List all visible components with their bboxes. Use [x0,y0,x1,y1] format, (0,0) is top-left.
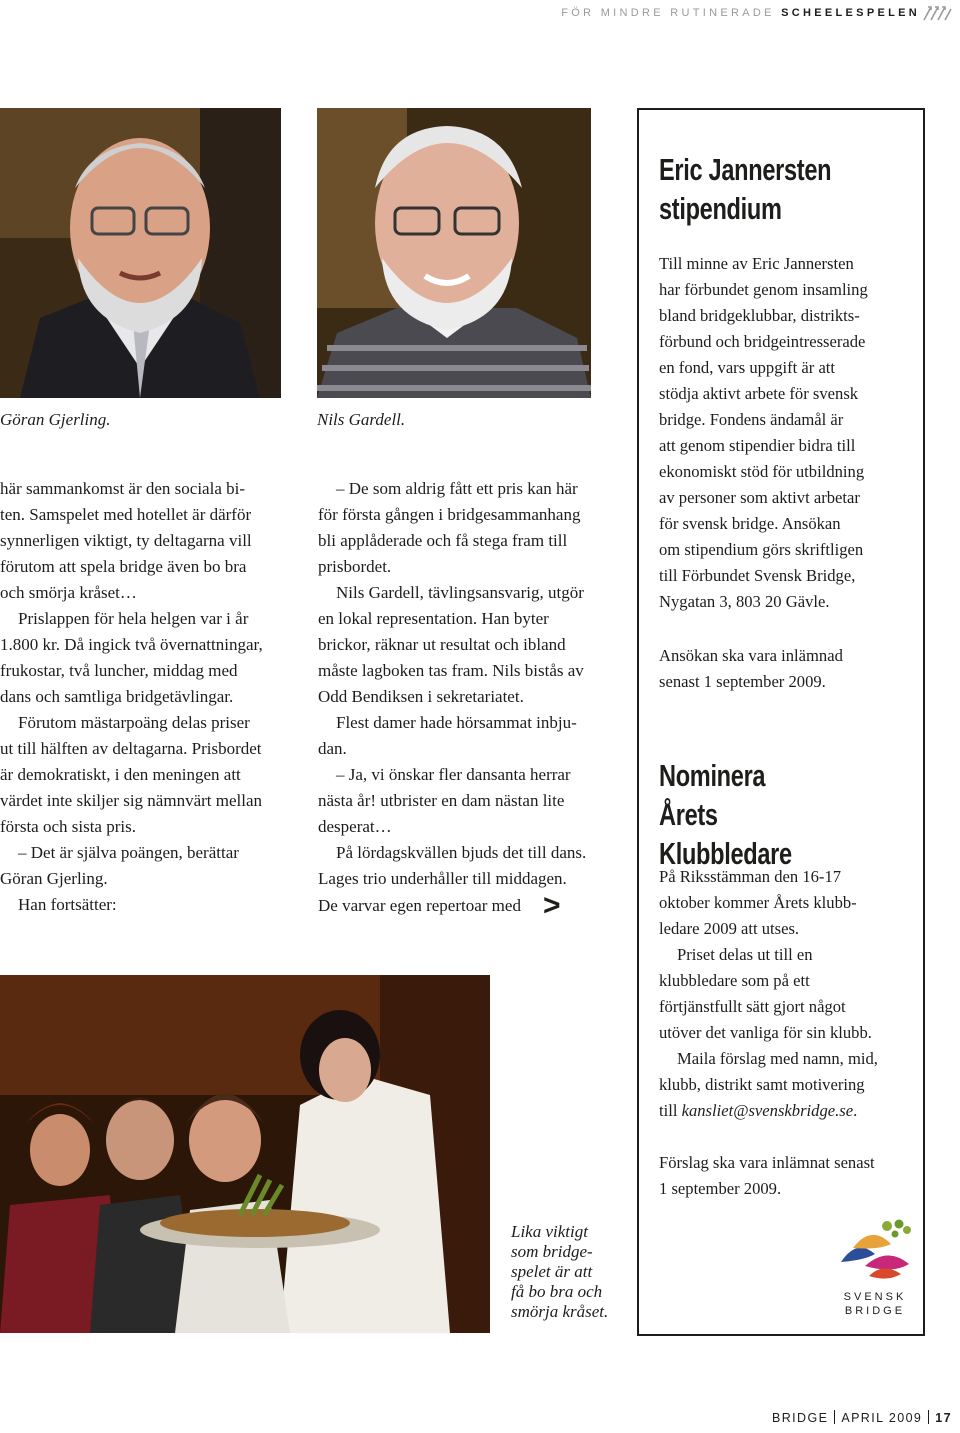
text-line: till Förbundet Svensk Bridge, [659,566,856,585]
text-line: Förslag ska vara inlämnat senast [659,1153,875,1172]
col1-line: ten. Samspelet med hotellet är därför [0,505,252,524]
col1-line: är demokratiskt, i den meningen att [0,765,241,784]
logo-text-line: SVENSK [843,1291,907,1303]
title-line: Eric Jannersten [659,152,832,187]
text-fragment: till [659,1101,682,1120]
text-line: bridge. Fondens ändamål är [659,410,844,429]
col2-line: för första gången i bridgesammanhang [318,505,581,524]
continue-arrow-icon: > [542,889,561,922]
footer-issue: APRIL 2009 [841,1411,923,1425]
col2-line: brickor, räknar ut resultat och ibland [318,635,566,654]
logo-text-line: BRIDGE [844,1305,906,1317]
sidebar-forslag-text [659,1150,921,1202]
page-number: 17 [935,1411,952,1425]
col1-line: och smörja kråset… [0,583,137,602]
text-line: klubb, distrikt samt motivering [659,1075,865,1094]
col1-line: – Det är själva poängen, berättar [18,843,239,862]
col1-line: frukostar, två luncher, middag med [0,661,238,680]
col1-line: Förutom mästarpoäng delas priser [18,713,250,732]
col2-line: Flest damer hade hörsammat inbju- [336,713,577,732]
col2-line: måste lagboken tas fram. Nils bistås av [318,661,584,680]
col1-line: här sammankomst är den sociala bi- [0,479,246,498]
col1-line: Han fortsätter: [18,895,117,914]
col2-line: prisbordet. [318,557,392,576]
text-line: för svensk bridge. Ansökan [659,514,841,533]
body-column-2 [318,476,618,922]
running-head-section: SCHEELESPELEN [781,7,920,19]
body-column-1 [0,476,300,918]
caption-dinner-line: smörja kråset. [511,1302,609,1321]
caption-dinner-line: få bo bra och [511,1282,603,1301]
col2-line: Odd Bendiksen i sekretariatet. [318,687,524,706]
text-line: oktober kommer Årets klubb- [659,893,857,912]
col2-line: På lördagskvällen bjuds det till dans. [336,843,587,862]
text-line: Ansökan ska vara inlämnad [659,646,843,665]
col1-line: förutom att spela bridge även bo bra [0,557,247,576]
running-head-kicker: FÖR MINDRE RUTINERADE [561,7,775,19]
text-line: ledare 2009 att utses. [659,919,800,938]
text-line: att genom stipendier bidra till [659,436,856,455]
sidebar-priset-text [659,942,921,1046]
text-line: förbund och bridgeintresserade [659,332,866,351]
col2-line: dan. [318,739,347,758]
col2-line: bli applåderade och få stega fram till [318,531,568,550]
text-line: har förbundet genom insamling [659,280,868,299]
col1-line: synnerligen viktigt, ty deltagarna vill [0,531,252,550]
caption-dinner-line: Lika viktigt [511,1222,588,1241]
col2-line: Lages trio underhåller till middagen. [318,869,567,888]
svensk-bridge-logo [835,1218,915,1288]
running-head [561,7,920,19]
text-fragment: . [853,1101,858,1120]
col2-line: – Ja, vi önskar fler dansanta herrar [336,765,571,784]
col2-line: De varvar egen repertoar med [318,896,521,915]
photo-nils-gardell [317,108,591,398]
footer-divider [834,1410,835,1424]
text-line: bland bridgeklubbar, distrikts- [659,306,860,325]
text-line: senast 1 september 2009. [659,672,826,691]
col1-line: Prislappen för hela helgen var i år [18,609,249,628]
col2-line: – De som aldrig fått ett pris kan här [336,479,578,498]
col2-line: nästa år! utbrister en dam nästan lite [318,791,565,810]
text-line: förtjänstfullt sätt gjort något [659,997,846,1016]
text-line: klubbledare som på ett [659,971,810,990]
col2-last-line [318,889,618,922]
caption-dinner-line: som bridge- [511,1242,593,1261]
footer-divider [928,1410,929,1424]
text-line: Maila förslag med namn, mid, [677,1049,878,1068]
title-line: Nominera [659,758,766,793]
col1-line: första och sista pris. [0,817,136,836]
text-line: en fond, vars uppgift är att [659,358,836,377]
text-line: ekonomiskt stöd för utbildning [659,462,865,481]
caption-dinner [511,1222,631,1322]
text-line: 1 september 2009. [659,1179,782,1198]
col1-line: Göran Gjerling. [0,869,108,888]
text-line: Nygatan 3, 803 20 Gävle. [659,592,830,611]
sidebar-maila-text [659,1046,921,1124]
text-line: stödja aktivt arbete för svensk [659,384,859,403]
col2-line: Nils Gardell, tävlingsansvarig, utgör [336,583,584,602]
email-link[interactable]: kansliet@svenskbridge.se [681,1101,854,1120]
sidebar-stipendium-text [659,251,921,615]
sidebar-title-stipendium [659,150,849,228]
svensk-bridge-logo-text [835,1290,915,1318]
caption-dinner-line: spelet är att [511,1262,593,1281]
text-line: Priset delas ut till en [677,945,813,964]
title-line: stipendium [659,191,782,226]
col1-line: 1.800 kr. Då ingick två övernattningar, [0,635,263,654]
text-line: om stipendium görs skriftligen [659,540,864,559]
sidebar-title-nominera [659,756,849,873]
col1-line: ut till hälften av deltagarna. Prisbordet [0,739,262,758]
photo-goran-gjerling [0,108,281,398]
text-line: utöver det vanliga för sin klubb. [659,1023,872,1042]
col2-line: desperat… [318,817,392,836]
text-line: av personer som aktivt arbetar [659,488,860,507]
sidebar-riksstamman-text [659,864,921,942]
caption-nils: Nils Gardell. [317,410,406,429]
page-footer [772,1410,952,1425]
text-line: Till minne av Eric Jannersten [659,254,854,273]
sidebar-box [637,108,925,1336]
photo-dinner [0,975,490,1333]
footer-magazine: BRIDGE [772,1411,829,1425]
col1-line: värdet inte skiljer sig nämnvärt mellan [0,791,263,810]
sidebar-deadline-text [659,643,921,695]
caption-goran: Göran Gjerling. [0,410,111,429]
text-line: På Riksstämman den 16-17 [659,867,842,886]
col2-line: en lokal representation. Han byter [318,609,549,628]
text-line [659,1098,921,1124]
col1-line: dans och samtliga bridgetävlingar. [0,687,234,706]
title-line: Årets Klubbledare [659,797,792,871]
bridge-arrows-icon [922,3,952,23]
